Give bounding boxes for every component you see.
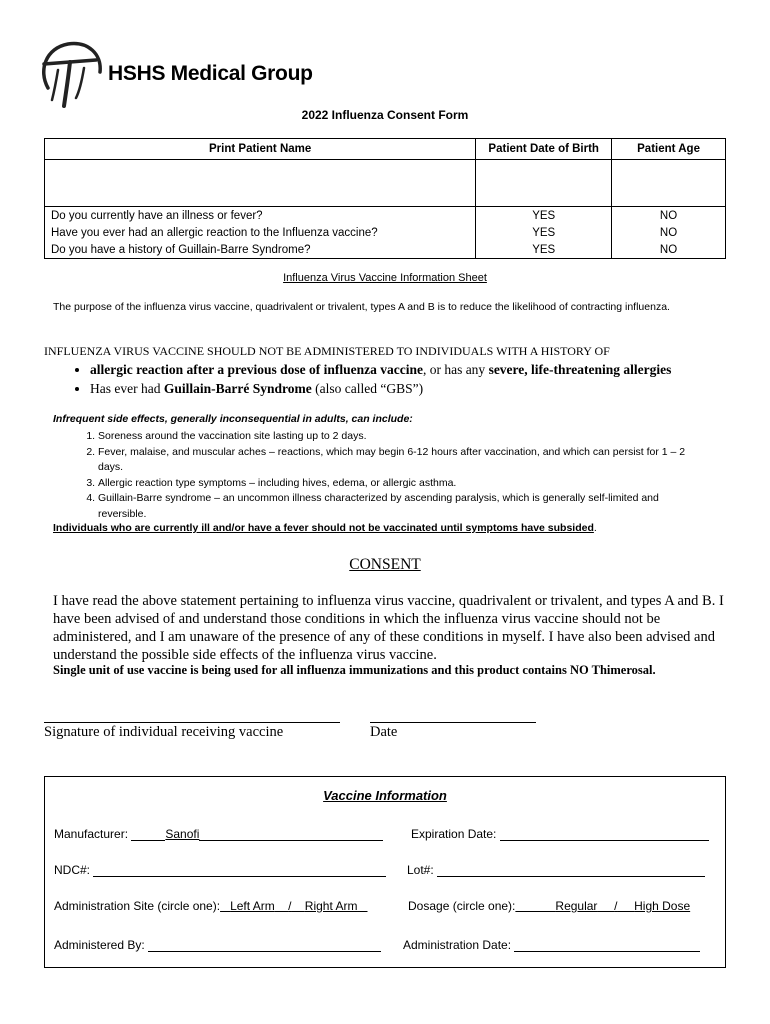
manufacturer-field[interactable]: Manufacturer: Sanofi xyxy=(54,827,383,841)
list-item: 2. Fever, malaise, and muscular aches – reactions, which may begin 6-12 hours after vaccination, and which can persist for 1 – 2 days. xyxy=(98,445,708,476)
question-text: Do you currently have an illness or fever? xyxy=(45,207,476,225)
patient-info-table xyxy=(44,138,726,259)
list-item: 3. Allergic reaction type symptoms – including hives, edema, or allergic asthma. xyxy=(98,476,708,492)
list-item: 4. Guillain-Barre syndrome – an uncommon illness characterized by ascending paralysis, which is generally self-limited and reversible. xyxy=(98,491,708,522)
regular-dose-option[interactable]: Regular xyxy=(555,899,598,913)
side-effects-list xyxy=(58,429,708,522)
list-item: • allergic reaction after a previous dose of influenza vaccine, or has any severe, life-threatening allergies xyxy=(90,360,671,379)
question-text: Have you ever had an allergic reaction to the Influenza vaccine? xyxy=(45,224,476,241)
hshs-logo-icon xyxy=(36,40,106,110)
thimerosal-note: Single unit of use vaccine is being used for all influenza immunizations and this product contains NO Thimerosal. xyxy=(53,663,656,677)
header-date-of-birth: Patient Date of Birth xyxy=(476,139,612,160)
question-row xyxy=(45,241,726,259)
info-sheet-title: Influenza Virus Vaccine Information Sheet xyxy=(283,272,487,284)
question-text: Do you have a history of Guillain-Barre Syndrome? xyxy=(45,241,476,259)
ill-note: Individuals who are currently ill and/or have a fever should not be vaccinated until symptoms have subsided. xyxy=(53,522,597,534)
date-of-birth-field[interactable] xyxy=(476,160,612,207)
lot-field[interactable]: Lot#: xyxy=(407,863,705,877)
answer-yes[interactable]: YES xyxy=(476,241,612,259)
vaccine-info-box xyxy=(44,776,726,968)
dosage-field: Dosage (circle one): Regular / High Dose xyxy=(408,899,691,913)
header-patient-age: Patient Age xyxy=(612,139,726,160)
contraindication-list xyxy=(50,360,671,398)
vaccine-info-title: Vaccine Information xyxy=(323,788,447,803)
signature-label: Signature of individual receiving vaccine xyxy=(44,724,284,740)
high-dose-option[interactable]: High Dose xyxy=(634,899,691,913)
warning-text: INFLUENZA VIRUS VACCINE SHOULD NOT BE ADMINISTERED TO INDIVIDUALS WITH A HISTORY OF xyxy=(44,344,610,358)
administration-date-field[interactable]: Administration Date: xyxy=(403,938,700,952)
list-item: 1. Soreness around the vaccination site lasting up to 2 days. xyxy=(98,429,708,445)
answer-no[interactable]: NO xyxy=(612,241,726,259)
answer-yes[interactable]: YES xyxy=(476,207,612,225)
ndc-field[interactable]: NDC#: xyxy=(54,863,386,877)
form-title: 2022 Influenza Consent Form xyxy=(301,108,469,122)
consent-text: I have read the above statement pertaining to influenza virus vaccine, quadrivalent or trivalent, and types A and B. I have been advised of and understand those conditions in which the influenza virus vaccine should not be administered, and I am unaware of the presence of any of these conditions in myself. I have also been advised and understand the possible side effects of the influenza virus vaccine. xyxy=(53,593,724,663)
expiration-date-field[interactable]: Expiration Date: xyxy=(411,827,709,841)
administered-by-field[interactable]: Administered By: xyxy=(54,938,381,952)
date-line[interactable] xyxy=(370,722,536,723)
answer-no[interactable]: NO xyxy=(612,207,726,225)
org-name: HSHS Medical Group xyxy=(108,62,313,85)
side-effects-heading: Infrequent side effects, generally inconsequential in adults, can include: xyxy=(53,413,413,425)
patient-name-field[interactable] xyxy=(45,160,476,207)
purpose-text: The purpose of the influenza virus vaccine, quadrivalent or trivalent, types A and B is to reduce the likelihood of contracting influenza. xyxy=(53,301,670,313)
question-row xyxy=(45,207,726,225)
answer-yes[interactable]: YES xyxy=(476,224,612,241)
right-arm-option[interactable]: Right Arm xyxy=(304,899,358,913)
header-patient-name: Print Patient Name xyxy=(45,139,476,160)
consent-title: CONSENT xyxy=(349,556,421,573)
left-arm-option[interactable]: Left Arm xyxy=(230,899,275,913)
patient-age-field[interactable] xyxy=(612,160,726,207)
question-row xyxy=(45,224,726,241)
administration-site-field: Administration Site (circle one): Left Arm / Right Arm xyxy=(54,899,358,913)
list-item: • Has ever had Guillain-Barré Syndrome (also called “GBS”) xyxy=(90,379,671,398)
answer-no[interactable]: NO xyxy=(612,224,726,241)
date-label: Date xyxy=(370,724,398,740)
signature-line[interactable] xyxy=(44,722,340,723)
